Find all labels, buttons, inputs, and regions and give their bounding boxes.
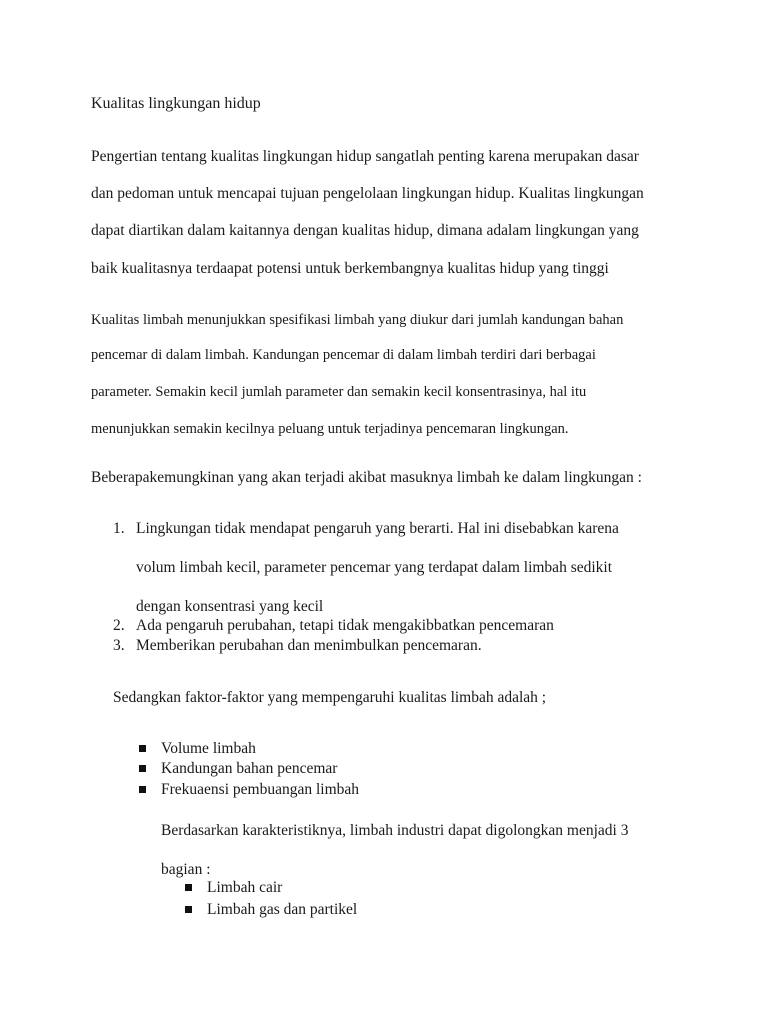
list-number-1: 1.: [113, 520, 125, 537]
list-number-2: 2.: [113, 617, 125, 634]
list-number-3: 3.: [113, 637, 125, 654]
list-item-1-line-1: Lingkungan tidak mendapat pengaruh yang berarti. Hal ini disebabkan karena: [136, 520, 619, 537]
list-item-1-line-2: volum limbah kecil, parameter pencemar yang terdapat dalam limbah sedikit: [136, 559, 613, 576]
paragraph1-line-4: baik kualitasnya terdaapat potensi untuk berkembangnya kualitas hidup yang tinggi: [91, 260, 609, 277]
document-title: Kualitas lingkungan hidup: [91, 95, 261, 112]
paragraph2-line-4: menunjukkan semakin kecilnya peluang untuk terjadinya pencemaran lingkungan.: [91, 421, 569, 437]
classification-item-2: Limbah gas dan partikel: [207, 901, 358, 918]
classification-intro-line-2: bagian :: [161, 861, 211, 878]
paragraph2-line-1: Kualitas limbah menunjukkan spesifikasi limbah yang diukur dari jumlah kandungan bahan: [91, 312, 624, 328]
list-item-2: Ada pengaruh perubahan, tetapi tidak mengakibbatkan pencemaran: [136, 617, 554, 634]
paragraph1-line-3: dapat diartikan dalam kaitannya dengan kualitas hidup, dimana adalam lingkungan yang: [91, 222, 639, 239]
bullet-square-icon: [185, 906, 192, 913]
list-item-1-line-3: dengan konsentrasi yang kecil: [136, 598, 324, 615]
factor-item-1: Volume limbah: [161, 740, 256, 757]
bullet-square-icon: [139, 745, 146, 752]
bullet-square-icon: [139, 765, 146, 772]
list-item-3: Memberikan perubahan dan menimbulkan pencemaran.: [136, 637, 482, 654]
factor-item-2: Kandungan bahan pencemar: [161, 760, 338, 777]
paragraph2-line-2: pencemar di dalam limbah. Kandungan pencemar di dalam limbah terdiri dari berbagai: [91, 347, 596, 363]
factor-item-3: Frekuaensi pembuangan limbah: [161, 781, 360, 798]
classification-item-1: Limbah cair: [207, 879, 283, 896]
paragraph2-line-3: parameter. Semakin kecil jumlah parameter dan semakin kecil konsentrasinya, hal itu: [91, 384, 587, 400]
bullet-square-icon: [185, 884, 192, 891]
paragraph1-line-2: dan pedoman untuk mencapai tujuan pengelolaan lingkungan hidup. Kualitas lingkungan: [91, 185, 644, 202]
classification-intro-line-1: Berdasarkan karakteristiknya, limbah industri dapat digolongkan menjadi 3: [161, 822, 629, 839]
bullet-square-icon: [139, 786, 146, 793]
paragraph1-line-1: Pengertian tentang kualitas lingkungan hidup sangatlah penting karena merupakan dasar: [91, 148, 639, 165]
possibilities-intro: Beberapakemungkinan yang akan terjadi akibat masuknya limbah ke dalam lingkungan :: [91, 469, 642, 486]
factors-intro: Sedangkan faktor-faktor yang mempengaruhi kualitas limbah adalah ;: [113, 689, 547, 706]
